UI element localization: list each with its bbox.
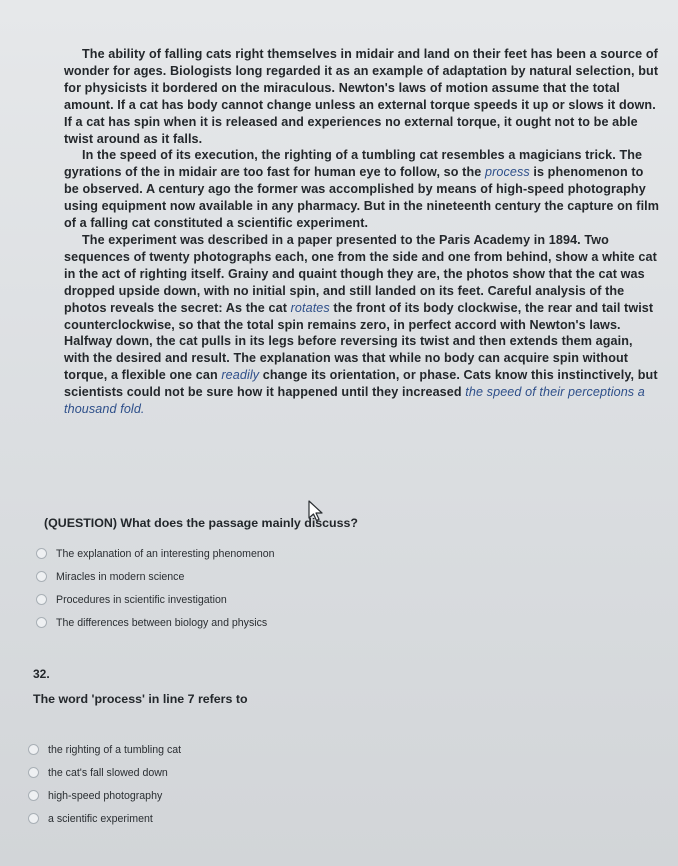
passage-text: The experiment was described in a paper presented to the Paris Academy in 1894. Two sequences of twenty photographs each, one from the side and one from behind, show a white cat in the act of righting itself. Grainy and quaint though they are, the photos show that the cat was dropped upside down, with no initial spin, and still landed on its feet. Careful analysis of the photos reveals the secret: As the cat (64, 232, 657, 315)
answer-option[interactable] (36, 542, 275, 565)
option-label: the cat's fall slowed down (48, 766, 168, 779)
answer-option[interactable] (28, 738, 181, 761)
option-label: the righting of a tumbling cat (48, 743, 182, 756)
passage-text: the front of its body clockwise, the rear and tail twist counterclockwise, so that the total spin remains zero, in perfect accord with Newton's laws. Halfway down, the cat pulls in its legs before reversing its twist and then extends them again, with the desired and result. The explanation was that while no body can acquire spin without torque, a flexible one can (64, 300, 654, 383)
radio-button[interactable] (36, 594, 47, 605)
question-2-text: The word 'process' in line 7 refers to (33, 692, 248, 706)
radio-button[interactable] (28, 767, 39, 778)
answer-option[interactable] (28, 761, 181, 784)
passage-text: In the speed of its execution, the righting of a tumbling cat resembles a magicians trick. The gyrations of the in midair are too fast for human eye to follow, so the (64, 148, 643, 180)
radio-button[interactable] (36, 571, 47, 582)
radio-button[interactable] (28, 813, 39, 824)
passage-text: The ability of falling cats right themselves in midair and land on their feet has been a source of wonder for ages. Biologists long regarded it as an example of adaptation by natural selection, but for physicists it bordered on the miraculous. Newton's laws of motion assume that the total amount. If a cat has body cannot change unless an external torque speeds it up or slows it down. If a cat has spin when it is released and experiences no external torque, it ought not to be able twist around as it falls. (64, 47, 659, 146)
reading-passage (64, 46, 660, 418)
highlighted-word-process: process (484, 165, 530, 180)
radio-button[interactable] (36, 617, 47, 628)
option-label: The differences between biology and physics (56, 616, 268, 629)
highlighted-phrase-perceptions: the speed of their perceptions a thousand fold. (64, 385, 645, 417)
highlighted-word-rotates: rotates (290, 300, 330, 315)
radio-button[interactable] (28, 790, 39, 801)
radio-button[interactable] (28, 744, 39, 755)
question-1-text: (QUESTION) What does the passage mainly discuss? (44, 516, 358, 530)
option-label: Procedures in scientific investigation (56, 593, 227, 606)
passage-paragraph-1 (64, 46, 660, 147)
passage-paragraph-3 (64, 232, 660, 418)
question-2-options (28, 738, 181, 830)
answer-option[interactable] (28, 807, 181, 830)
passage-paragraph-2 (64, 147, 660, 232)
answer-option[interactable] (28, 784, 181, 807)
passage-text: change its orientation, or phase. Cats know this instinctively, but scientists could not be sure how it happened until they increased (64, 368, 658, 400)
answer-option[interactable] (36, 611, 275, 634)
option-label: high-speed photography (48, 789, 163, 802)
passage-text: is phenomenon to be observed. A century ago the former was accomplished by means of high-speed photography using equipment now available in any pharmacy. But in the nineteenth century the capture on film of a falling cat constituted a scientific experiment. (64, 165, 660, 231)
answer-option[interactable] (36, 588, 275, 611)
option-label: The explanation of an interesting phenomenon (56, 547, 275, 560)
question-2-number: 32. (33, 667, 50, 681)
option-label: Miracles in modern science (56, 570, 185, 583)
radio-button[interactable] (36, 548, 47, 559)
question-1-options (36, 542, 275, 634)
highlighted-word-readily: readily (221, 368, 260, 383)
option-label: a scientific experiment (48, 812, 153, 825)
answer-option[interactable] (36, 565, 275, 588)
